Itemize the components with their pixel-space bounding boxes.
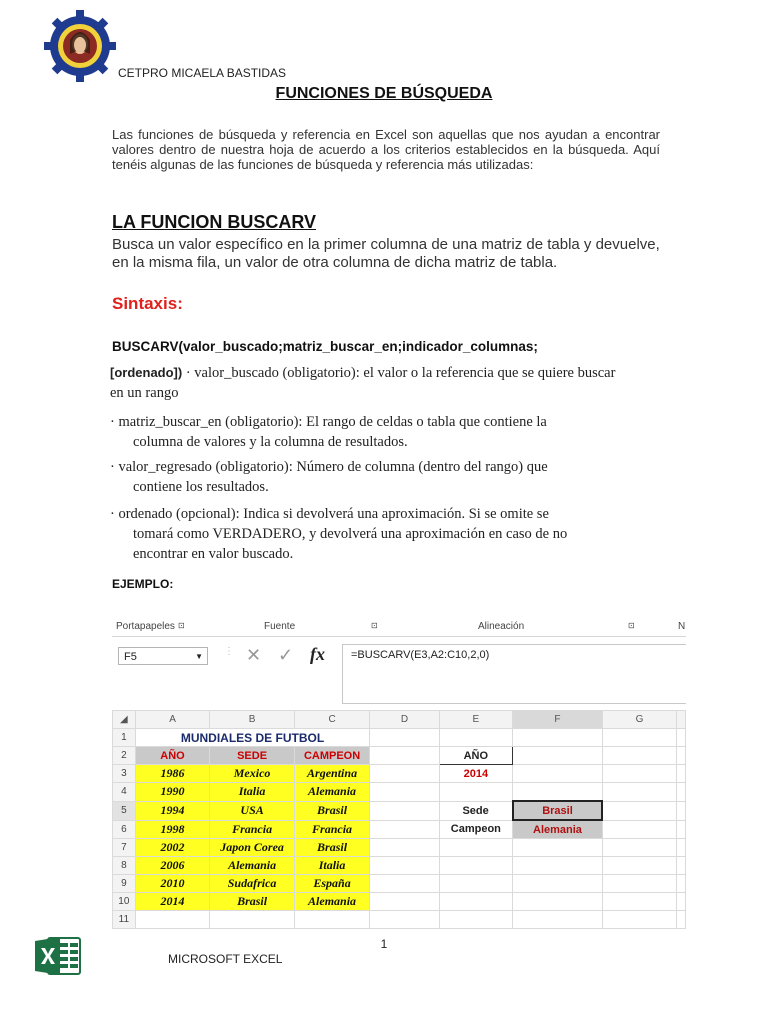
- param-valor-buscado-text: · valor_buscado (obligatorio): el valor o la referencia que se quiere buscar en un rango: [110, 365, 616, 401]
- cell[interactable]: [677, 747, 686, 765]
- lookup-campeon-label[interactable]: Campeon: [439, 820, 512, 839]
- cell[interactable]: [677, 729, 686, 747]
- excel-logo-icon: [34, 935, 82, 977]
- section-heading: LA FUNCION BUSCARV: [112, 212, 317, 232]
- section-description: Busca un valor específico en la primer columna de una matriz de tabla y devuelve, en la misma fila, un valor de otra columna de dicha matriz de tabla.: [112, 236, 660, 271]
- data-cell[interactable]: 1986: [135, 765, 210, 783]
- data-cell[interactable]: Francia: [294, 820, 370, 839]
- data-cell[interactable]: Brasil: [294, 801, 370, 820]
- example-label: EJEMPLO:: [112, 577, 174, 591]
- header-cell[interactable]: SEDE: [210, 747, 294, 765]
- cell[interactable]: [439, 783, 512, 802]
- cell[interactable]: [439, 911, 512, 929]
- institution-logo: [44, 10, 116, 82]
- cell[interactable]: [370, 857, 439, 875]
- data-cell[interactable]: USA: [210, 801, 294, 820]
- intro-paragraph: Las funciones de búsqueda y referencia en Excel son aquellas que nos ayudan a encontrar valores dentro de nuestra hoja de acuerdo a los criterios establecidos en la búsqueda. Aquí tenéis algunas de las funciones de búsqueda y referencia más utilizadas:: [112, 127, 660, 172]
- cell[interactable]: [439, 857, 512, 875]
- cell[interactable]: [513, 911, 603, 929]
- cell[interactable]: [513, 857, 603, 875]
- cell[interactable]: [513, 783, 603, 802]
- cell[interactable]: [513, 747, 603, 765]
- cell[interactable]: [677, 875, 686, 893]
- document-title: FUNCIONES DE BÚSQUEDA: [275, 85, 493, 102]
- cell[interactable]: [602, 839, 676, 857]
- cell[interactable]: [370, 875, 439, 893]
- data-cell[interactable]: Mexico: [210, 765, 294, 783]
- data-cell[interactable]: 1990: [135, 783, 210, 802]
- row-header[interactable]: 5: [113, 801, 136, 820]
- cell[interactable]: [439, 893, 512, 911]
- insert-function-button[interactable]: fx: [310, 644, 325, 664]
- row-header[interactable]: 2: [113, 747, 136, 765]
- cell[interactable]: [370, 839, 439, 857]
- select-all-corner[interactable]: ◢: [113, 711, 136, 729]
- lookup-sede-result[interactable]: Brasil: [513, 801, 603, 820]
- data-cell[interactable]: 2014: [135, 893, 210, 911]
- page-number: 1: [380, 937, 388, 951]
- cell[interactable]: [513, 875, 603, 893]
- data-cell[interactable]: 1994: [135, 801, 210, 820]
- data-cell[interactable]: Alemania: [294, 783, 370, 802]
- data-cell[interactable]: Italia: [294, 857, 370, 875]
- param-valor-buscado: [110, 363, 620, 403]
- data-cell[interactable]: Sudafrica: [210, 875, 294, 893]
- cell[interactable]: [677, 801, 686, 820]
- launcher-icon: ⊡: [628, 621, 635, 630]
- cell[interactable]: [602, 893, 676, 911]
- cell[interactable]: [513, 839, 603, 857]
- cell[interactable]: [513, 765, 603, 783]
- data-cell[interactable]: 2002: [135, 839, 210, 857]
- cell[interactable]: [602, 747, 676, 765]
- name-box[interactable]: [118, 647, 208, 665]
- cell[interactable]: [677, 893, 686, 911]
- ribbon-group-alineacion: Alineación: [478, 621, 525, 632]
- cell[interactable]: [602, 820, 676, 839]
- ribbon-group-portapapeles: Portapapeles: [116, 621, 175, 632]
- cell[interactable]: [370, 820, 439, 839]
- ribbon-group-labels: [112, 614, 686, 637]
- launcher-icon: ⊡: [371, 621, 378, 630]
- cell[interactable]: [294, 911, 370, 929]
- row-header[interactable]: 4: [113, 783, 136, 802]
- row-header[interactable]: 6: [113, 820, 136, 839]
- cell[interactable]: [439, 729, 512, 747]
- param-ordenado: [110, 504, 620, 564]
- column-header[interactable]: G: [602, 711, 676, 729]
- data-cell[interactable]: Alemania: [210, 857, 294, 875]
- cell[interactable]: [439, 839, 512, 857]
- excel-screenshot: [112, 614, 686, 934]
- param-2-line-2: columna de valores y la columna de resultados.: [133, 434, 408, 450]
- cell[interactable]: [370, 911, 439, 929]
- data-cell[interactable]: 2010: [135, 875, 210, 893]
- data-cell[interactable]: Argentina: [294, 765, 370, 783]
- cell[interactable]: [439, 875, 512, 893]
- param-3-line-2: contiene los resultados.: [133, 479, 269, 495]
- cancel-x-icon[interactable]: ✕: [246, 645, 262, 665]
- cell[interactable]: [677, 857, 686, 875]
- data-cell[interactable]: Japon Corea: [210, 839, 294, 857]
- cell[interactable]: [602, 729, 676, 747]
- cell[interactable]: [370, 747, 439, 765]
- column-header[interactable]: F: [513, 711, 603, 729]
- data-cell[interactable]: Italia: [210, 783, 294, 802]
- column-header[interactable]: E: [439, 711, 512, 729]
- param-ordenado-bold: [ordenado]): [110, 365, 183, 380]
- cell[interactable]: [602, 783, 676, 802]
- cell[interactable]: [135, 911, 210, 929]
- lookup-year-input[interactable]: 2014: [439, 765, 512, 783]
- formula-input[interactable]: =BUSCARV(E3,A2:C10,2,0): [342, 644, 686, 704]
- ribbon-group-fuente: Fuente: [264, 621, 296, 632]
- cell[interactable]: [370, 801, 439, 820]
- data-cell[interactable]: 2006: [135, 857, 210, 875]
- institution-name: CETPRO MICAELA BASTIDAS: [118, 66, 287, 80]
- column-header[interactable]: A: [135, 711, 210, 729]
- cell[interactable]: [370, 765, 439, 783]
- launcher-icon: ⊡: [178, 621, 185, 630]
- param-matriz-buscar-en: [110, 412, 620, 452]
- param-4-line-1: · ordenado (opcional): Indica si devolverá una aproximación. Si se omite se: [110, 506, 549, 522]
- cell[interactable]: [677, 820, 686, 839]
- param-3-line-1: · valor_regresado (obligatorio): Número de columna (dentro del rango) que: [110, 459, 548, 475]
- data-cell[interactable]: España: [294, 875, 370, 893]
- column-header[interactable]: B: [210, 711, 294, 729]
- syntax-heading: Sintaxis:: [112, 294, 183, 313]
- data-cell[interactable]: 1998: [135, 820, 210, 839]
- check-icon[interactable]: ✓: [278, 645, 294, 665]
- row-header[interactable]: 10: [113, 893, 136, 911]
- param-4-line-2: tomará como VERDADERO, y devolverá una aproximación en caso de no: [133, 526, 568, 542]
- cell[interactable]: [370, 893, 439, 911]
- row-header[interactable]: 8: [113, 857, 136, 875]
- grip-icon: ⋮: [224, 646, 234, 657]
- ribbon-group-numero: N: [678, 621, 686, 632]
- lookup-campeon-result[interactable]: Alemania: [513, 820, 603, 839]
- column-header[interactable]: C: [294, 711, 370, 729]
- lookup-year-label[interactable]: AÑO: [439, 747, 512, 765]
- cell[interactable]: [677, 783, 686, 802]
- row-header[interactable]: 7: [113, 839, 136, 857]
- table-title-cell[interactable]: MUNDIALES DE FUTBOL: [135, 729, 370, 747]
- cell[interactable]: [602, 801, 676, 820]
- cell[interactable]: [677, 765, 686, 783]
- cell[interactable]: [513, 893, 603, 911]
- cell[interactable]: [370, 783, 439, 802]
- row-header[interactable]: 11: [113, 911, 136, 929]
- spreadsheet-grid: [112, 710, 686, 929]
- data-cell[interactable]: Alemania: [294, 893, 370, 911]
- formula-buttons: [224, 644, 339, 670]
- footer-text: MICROSOFT EXCEL: [168, 952, 283, 966]
- column-header[interactable]: D: [370, 711, 439, 729]
- dropdown-arrow-icon[interactable]: ▼: [195, 652, 203, 661]
- cell[interactable]: [513, 729, 603, 747]
- cell[interactable]: [602, 857, 676, 875]
- cell[interactable]: [602, 911, 676, 929]
- cell[interactable]: [370, 729, 439, 747]
- cell[interactable]: [677, 839, 686, 857]
- param-valor-regresado: [110, 457, 620, 497]
- header-cell[interactable]: AÑO: [135, 747, 210, 765]
- row-header[interactable]: 1: [113, 729, 136, 747]
- cell[interactable]: [210, 911, 294, 929]
- lookup-sede-label[interactable]: Sede: [439, 801, 512, 820]
- row-header[interactable]: 9: [113, 875, 136, 893]
- data-cell[interactable]: Francia: [210, 820, 294, 839]
- row-header[interactable]: 3: [113, 765, 136, 783]
- syntax-signature: BUSCARV(valor_buscado;matriz_buscar_en;indicador_columnas;: [112, 339, 538, 354]
- header-cell[interactable]: CAMPEON: [294, 747, 370, 765]
- cell[interactable]: [602, 765, 676, 783]
- data-cell[interactable]: Brasil: [210, 893, 294, 911]
- param-4-line-3: encontrar en valor buscado.: [133, 546, 294, 562]
- data-cell[interactable]: Brasil: [294, 839, 370, 857]
- name-box-value: F5: [124, 651, 137, 663]
- param-2-line-1: · matriz_buscar_en (obligatorio): El rango de celdas o tabla que contiene la: [110, 414, 547, 430]
- cell[interactable]: [677, 911, 686, 929]
- column-header-partial: [677, 711, 686, 729]
- formula-bar: [112, 644, 686, 714]
- cell[interactable]: [602, 875, 676, 893]
